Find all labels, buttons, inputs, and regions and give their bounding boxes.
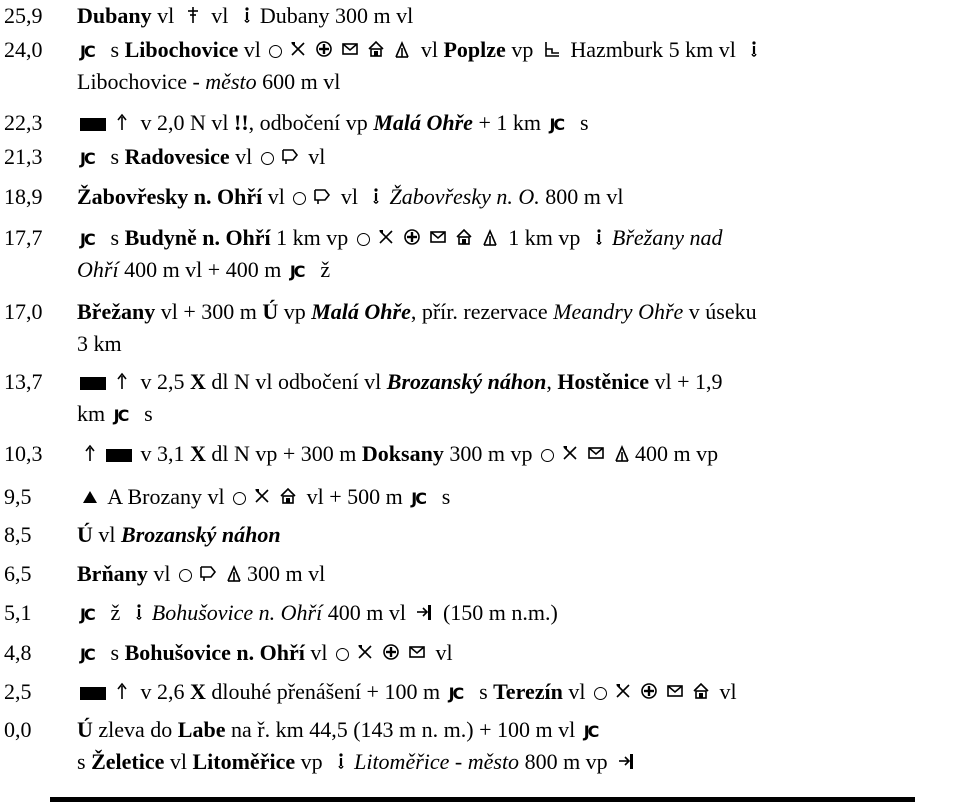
text-fragment: 1 km vp	[502, 225, 586, 250]
entry-continuation	[77, 328, 122, 360]
text-fragment: vl	[335, 184, 364, 209]
train-icon: JC	[411, 488, 425, 508]
text-fragment: vl + 500 m	[301, 484, 409, 509]
entry-text	[77, 714, 609, 748]
text-fragment: Meandry Ohře	[553, 299, 684, 324]
flag-icon	[280, 143, 300, 175]
restaurant-icon	[376, 224, 396, 256]
bottom-rule	[50, 797, 915, 802]
text-fragment: ,	[546, 369, 558, 394]
entry-text	[77, 0, 413, 34]
text-fragment: vl	[430, 640, 453, 665]
river-km: 9,5	[4, 484, 32, 509]
text-fragment: , přír. rezervace	[410, 299, 554, 324]
place-name: X	[190, 679, 206, 704]
river-km: 8,5	[4, 522, 32, 547]
restaurant-icon	[355, 639, 375, 671]
text-fragment: Hazmburk 5 km vl	[564, 37, 742, 62]
entry-text	[77, 107, 589, 141]
text-fragment: s	[77, 749, 92, 774]
text-fragment: 400 m vl	[322, 600, 412, 625]
circle-icon	[269, 45, 282, 58]
text-fragment: vp	[505, 37, 539, 62]
circle-icon	[179, 569, 192, 582]
post-icon	[665, 678, 685, 710]
river-km: 17,7	[4, 225, 43, 250]
entry-text	[77, 34, 767, 68]
place-name: Libochovice	[124, 37, 239, 62]
text-fragment: A Brozany vl	[103, 484, 231, 509]
weir-icon	[80, 687, 106, 700]
text-fragment: Žabovřesky n. O.	[389, 184, 540, 209]
entry-text	[77, 296, 757, 328]
place-name: Malá Ohře	[373, 110, 473, 135]
text-fragment: ž	[314, 257, 331, 282]
text-fragment: 800 m vl	[539, 184, 624, 209]
train-icon: JC	[448, 683, 463, 703]
circle-icon	[233, 492, 246, 505]
text-fragment: vl	[304, 640, 333, 665]
text-fragment: s	[574, 110, 589, 135]
text-fragment: vl	[238, 37, 267, 62]
text-fragment: dlouhé přenášení + 100 m	[205, 679, 446, 704]
house-icon	[366, 36, 386, 68]
place-name: Brozanský náhon	[386, 369, 547, 394]
river-km: 24,0	[4, 37, 43, 62]
text-fragment: dl N vl odbočení vl	[205, 369, 387, 394]
post-icon	[586, 440, 606, 472]
text-fragment: vl	[302, 144, 326, 169]
circle-icon	[261, 152, 274, 165]
text-fragment: vl	[562, 679, 591, 704]
river-km: 2,5	[4, 679, 32, 704]
tent-icon	[224, 560, 244, 592]
river-km: 5,1	[4, 600, 32, 625]
place-name: !!	[234, 110, 249, 135]
place-name: Hostěnice	[557, 369, 649, 394]
river-km: 18,9	[4, 184, 43, 209]
entry-text	[77, 141, 325, 175]
post-icon	[407, 639, 427, 671]
place-name: Ú	[77, 522, 93, 547]
house-icon	[278, 483, 298, 515]
info-icon	[237, 2, 257, 34]
text-fragment: s	[105, 640, 125, 665]
restaurant-icon	[252, 483, 272, 515]
text-fragment: 300 m vl	[247, 561, 326, 586]
weir-icon	[80, 118, 106, 131]
text-fragment: Litoměřice - město	[354, 749, 520, 774]
flag-icon	[312, 183, 332, 215]
text-fragment: vl	[151, 3, 180, 28]
entry-text	[77, 438, 718, 472]
place-name: Ú	[262, 299, 279, 324]
text-fragment: vl	[164, 749, 193, 774]
text-fragment: , odbočení vp	[248, 110, 374, 135]
text-fragment: vl	[205, 3, 234, 28]
text-fragment: vl	[229, 144, 258, 169]
entry-continuation	[77, 398, 153, 432]
river-km: 0,0	[4, 717, 32, 742]
text-fragment: 300 m vp	[443, 441, 538, 466]
place-name: Ú	[77, 717, 93, 742]
entry-text	[77, 637, 453, 671]
circle-icon	[541, 449, 554, 462]
info-icon	[366, 183, 386, 215]
place-name: Brozanský náhon	[121, 522, 281, 547]
arrow-icon	[112, 368, 132, 400]
river-km: 22,3	[4, 110, 43, 135]
river-km: 6,5	[4, 561, 32, 586]
weir-icon	[80, 377, 106, 390]
place-name: X	[190, 369, 206, 394]
entry-text	[77, 222, 723, 256]
place-name: Břežany	[77, 299, 156, 324]
text-fragment: město	[205, 69, 257, 94]
restaurant-icon	[613, 678, 633, 710]
restaurant-icon	[288, 36, 308, 68]
train-icon: JC	[113, 405, 128, 425]
tent-icon	[480, 224, 500, 256]
text-fragment: s	[138, 401, 153, 426]
entry-text	[77, 181, 624, 215]
entry-text	[77, 558, 325, 592]
entry-text	[77, 366, 723, 400]
place-name: Želetice	[91, 749, 165, 774]
text-fragment: vl	[262, 184, 291, 209]
text-fragment: km	[77, 401, 111, 426]
text-fragment: Ohří	[77, 257, 119, 282]
weir-icon	[106, 449, 132, 462]
train-icon: JC	[80, 229, 94, 249]
place-name: Radovesice	[124, 144, 230, 169]
text-fragment: vp	[278, 299, 312, 324]
place-name: Doksany	[361, 441, 444, 466]
text-fragment: v 2,5	[135, 369, 190, 394]
arrow-icon	[112, 678, 132, 710]
text-fragment: vl	[713, 679, 737, 704]
place-name: Dubany	[77, 3, 152, 28]
text-fragment: vl + 1,9	[649, 369, 723, 394]
river-km: 10,3	[4, 441, 43, 466]
river-km: 13,7	[4, 369, 43, 394]
text-fragment: v 2,0 N vl	[135, 110, 234, 135]
circle-icon	[357, 233, 370, 246]
place-name: Bohušovice n. Ohří	[124, 640, 305, 665]
text-fragment: s	[436, 484, 451, 509]
flag-icon	[198, 560, 218, 592]
text-fragment: 800 m vp	[519, 749, 614, 774]
circle-icon	[293, 192, 306, 205]
entry-continuation	[77, 746, 639, 780]
entry-continuation	[77, 66, 340, 98]
restaurant-icon	[560, 440, 580, 472]
place-name: Brňany	[77, 561, 148, 586]
text-fragment: vl	[92, 522, 122, 547]
entry-text	[77, 597, 558, 631]
river-km: 21,3	[4, 144, 43, 169]
train-icon: JC	[80, 148, 94, 168]
text-fragment: Dubany 300 m vl	[259, 3, 414, 28]
text-fragment: na ř. km 44,5 (143 m n. m.) + 100 m vl	[225, 717, 581, 742]
circle-icon	[336, 648, 349, 661]
text-fragment: dl N vp + 300 m	[205, 441, 362, 466]
text-fragment: vp	[295, 749, 329, 774]
entry-text	[77, 481, 450, 515]
house-icon	[454, 224, 474, 256]
text-fragment: 400 m vp	[634, 441, 719, 466]
river-km: 17,0	[4, 299, 43, 324]
text-fragment: 1 km vp	[270, 225, 354, 250]
gauge-icon	[414, 599, 434, 631]
text-fragment: Břežany nad	[611, 225, 723, 250]
text-fragment: Libochovice -	[77, 69, 206, 94]
train-icon: JC	[583, 721, 598, 741]
text-fragment: s	[105, 144, 125, 169]
info-icon	[331, 748, 351, 780]
tent-icon	[392, 36, 412, 68]
text-fragment: v 2,6	[135, 679, 190, 704]
cross-icon	[183, 2, 203, 34]
train-icon: JC	[80, 644, 94, 664]
train-icon: JC	[80, 604, 94, 624]
train-icon: JC	[289, 261, 304, 281]
text-fragment: 3 km	[77, 331, 122, 356]
text-fragment: + 1 km	[472, 110, 547, 135]
text-fragment: s	[105, 37, 125, 62]
gauge-icon	[616, 748, 636, 780]
circle-icon	[594, 687, 607, 700]
text-fragment: (150 m n.m.)	[437, 600, 558, 625]
info-icon	[589, 224, 609, 256]
text-fragment: s	[105, 225, 125, 250]
hospital-icon	[402, 224, 422, 256]
text-fragment: s	[473, 679, 494, 704]
hospital-icon	[381, 639, 401, 671]
hospital-icon	[639, 678, 659, 710]
text-fragment: 600 m vl	[256, 69, 341, 94]
tent-icon	[612, 440, 632, 472]
entry-text	[77, 519, 281, 551]
text-fragment: v úseku	[683, 299, 757, 324]
river-km: 4,8	[4, 640, 32, 665]
place-name: Malá Ohře	[311, 299, 411, 324]
entry-text	[77, 676, 737, 710]
place-name: Terezín	[493, 679, 563, 704]
rapids-icon	[80, 483, 100, 515]
train-icon: JC	[80, 41, 94, 61]
entry-continuation	[77, 254, 330, 288]
arrow-icon	[80, 440, 100, 472]
place-name: Budyně n. Ohří	[124, 225, 271, 250]
place-name: Žabovřesky n. Ohří	[77, 184, 263, 209]
arrow-icon	[112, 109, 132, 141]
text-fragment: zleva do	[92, 717, 178, 742]
castle-icon	[542, 36, 562, 68]
text-fragment: vl + 300 m	[155, 299, 263, 324]
text-fragment: vl	[147, 561, 177, 586]
info-icon	[744, 36, 764, 68]
house-icon	[691, 678, 711, 710]
train-icon: JC	[549, 114, 564, 134]
post-icon	[340, 36, 360, 68]
text-fragment: Bohušovice n. Ohří	[151, 600, 323, 625]
text-fragment: v 3,1	[135, 441, 190, 466]
river-km: 25,9	[4, 3, 43, 28]
text-fragment: 400 m vl + 400 m	[118, 257, 287, 282]
place-name: Poplze	[443, 37, 506, 62]
hospital-icon	[314, 36, 334, 68]
place-name: X	[190, 441, 206, 466]
post-icon	[428, 224, 448, 256]
info-icon	[129, 599, 149, 631]
place-name: Litoměřice	[192, 749, 296, 774]
text-fragment: vl	[415, 37, 444, 62]
place-name: Labe	[177, 717, 226, 742]
text-fragment: ž	[105, 600, 126, 625]
